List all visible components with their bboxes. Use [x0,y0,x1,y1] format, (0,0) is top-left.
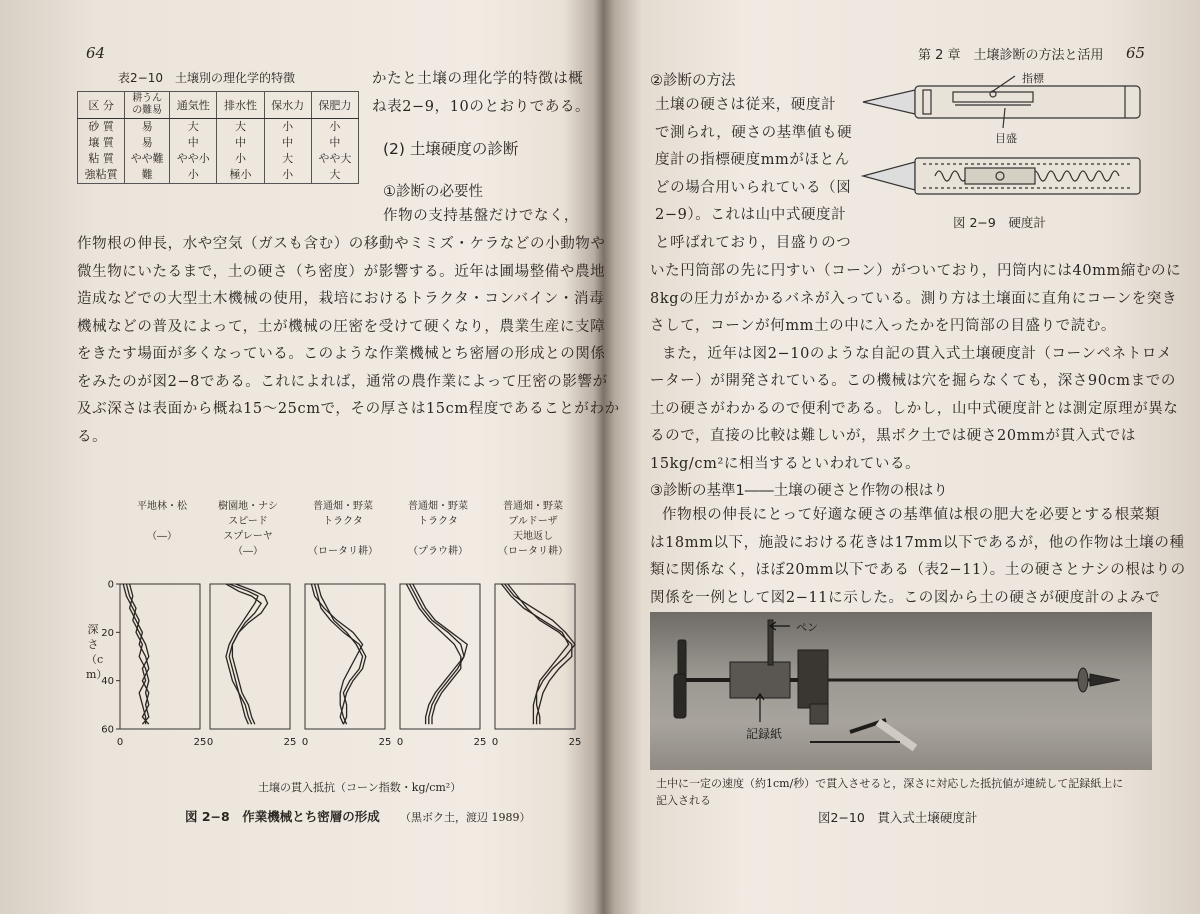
table-cell: 小 [170,167,217,184]
table-header-cell: 耕うんの難易 [125,92,170,119]
text-line: をきたす場面が多くなっている。このような作業機械とち密層の形成との関係 [77,346,606,362]
table-row [78,135,359,151]
text-line: る。 [77,428,108,445]
text-line: 土壌の硬さは従来，硬度計 [655,97,837,113]
table-header-cell: 通気性 [170,92,217,119]
table-cell: 大 [311,167,358,184]
paragraph-body [77,231,620,451]
text-line: 類に関係なく，ほぼ20mm以下である（表2−11）。土の硬さとナシの根はりの [650,562,1186,578]
table-cell: 大 [217,119,264,136]
x-tick-label: 25 [473,737,487,748]
note-line: 記入される [656,794,711,807]
figure-2-8-source: （黒ボク土，渡辺 1989） [400,811,531,824]
table-cell: 壌 質 [78,135,125,151]
label-pen: ペン [796,621,818,634]
text-line: 関係を一例として図2−11に示した。この図から土の硬さが硬度計のよみで [650,589,1161,606]
panel-label-line [398,529,478,544]
table-caption: 表2−10 土壌別の理化学的特徴 [118,71,295,85]
intro-text [372,66,590,121]
table-cell: 中 [170,135,217,151]
table-cell: 砂 質 [78,119,125,136]
right-page-number: 65 [1126,44,1146,62]
x-tick-label: 0 [206,737,214,748]
y-tick-label: 0 [107,579,114,591]
panel-label-line [303,529,383,544]
series-line [508,584,572,724]
panel-label-2 [213,499,283,559]
y-tick-label: 20 [101,627,114,639]
text-line: 8kgの圧力がかかるバネが入っている。測り方は土壌面に直角にコーンを突き [650,290,1178,307]
x-tick-label: 25 [193,737,207,748]
table-cell: やや大 [311,151,358,167]
subheading-need: ①診断の必要性 [383,184,483,200]
running-header: 第 2 章 土壌診断の方法と活用 [918,48,1104,63]
table-header-cell: 保肥力 [311,92,358,119]
y-tick-label: 40 [101,676,114,688]
panel-label-line: ブルドーザ [508,516,558,527]
text-line: と呼ばれており，目盛りのつ [655,234,852,251]
table-cell: 易 [125,135,170,151]
y-axis-label: 深さ（cm） [86,623,108,681]
penetration-chart [100,572,590,772]
figure-2-10-caption: 図2−10 貫入式土壌硬度計 [818,810,978,825]
series-line [501,584,568,724]
figure-2-10-note [656,775,1123,809]
text-line: るので，直接の比較は難しいが，黒ボク土では硬さ20mmが貫入式では [650,428,1136,444]
table-header-cell: 保水力 [264,92,311,119]
panel-label-line: 天地返し [513,531,553,542]
table-cell: 小 [264,119,311,136]
table-cell: 極小 [217,167,264,184]
x-tick-label: 0 [116,737,124,748]
method-short-text [655,92,852,257]
table-row [78,167,359,184]
panel-label-4 [398,499,478,559]
panel-label-line: トラクタ [323,516,363,527]
panel-frame [210,584,290,729]
text-line: は18mm以下，施設における花きは17mm以下であるが，他の作物は土壌の種 [650,534,1185,551]
figure-2-9-caption: 図 2−9 硬度計 [953,215,1046,230]
section-heading: (2) 土壌硬度の診断 [383,140,519,158]
paragraph-first-line: 作物の支持基盤だけでなく， [383,208,580,224]
text-line: 作物根の伸長，水や空気（ガスも含む）の移動やミミズ・ケラなどの小動物や [77,236,606,252]
text-line: かたと土壌の理化学的特徴は概 [372,71,584,87]
table-cell: 大 [170,119,217,136]
panel-label-line: 樹園地・ナシ [218,501,278,512]
subheading-method: ②診断の方法 [650,73,736,89]
table-cell: 大 [264,151,311,167]
panel-label-line: 普通畑・野菜 [313,501,373,512]
table-row [78,119,359,136]
note-line: 土中に一定の速度（約1cm/秒）で貫入させると，深さに対応した抵抗値が連続して記録紙上に [656,777,1124,790]
x-tick-label: 0 [491,737,499,748]
table-cell: 小 [311,119,358,136]
panel-label-line: 普通畑・野菜 [408,501,468,512]
text-line: 微生物にいたるまで，土の硬さ（ち密度）が影響する。近年は圃場整備や農地 [77,263,606,280]
x-tick-label: 0 [396,737,404,748]
series-line [311,584,362,724]
criteria-text [650,502,1186,612]
panel-label-5 [493,499,573,559]
panel-label-line: トラクタ [418,516,458,527]
text-line: ね表2−9，10のとおりである。 [372,98,591,115]
panel-frame [305,584,385,729]
panel-frame [400,584,480,729]
y-tick-label: 60 [101,724,114,736]
table-header-cell: 区 分 [78,92,125,119]
x-axis-label: 土壌の貫入抵抗（コーン指数・kg/cm²） [258,781,462,794]
text-line: をみたのが図2−8である。これによれば，通常の農作業によって圧密の影響が [77,373,608,390]
table-cell: 粘 質 [78,151,125,167]
panel-frame [495,584,575,729]
table-cell: 中 [264,135,311,151]
text-line: で測られ，硬さの基準値も硬 [655,124,853,141]
panel-label-line: （ロータリ耕） [308,546,378,557]
panel-label-line: スプレーヤ [223,531,273,542]
text-line: 度計の指標硬度mmがほとん [655,152,850,168]
table-cell: やや小 [170,151,217,167]
table-cell: 難 [125,167,170,184]
text-line: 土の硬さがわかるので便利である。しかし，山中式硬度計とは測定原理が異な [650,400,1179,417]
text-line: また，近年は図2−10のような自記の貫入式土壌硬度計（コーンペネトロメ [662,345,1173,362]
table-header-cell: 排水性 [217,92,264,119]
text-line: 機械などの普及によって，土が機械の圧密を受けて硬くなり，農業生産に支障 [77,318,606,335]
panel-label-line: 平地林・松 [137,501,187,512]
x-tick-label: 25 [283,737,297,748]
table-row [78,151,359,167]
figure-2-8-caption: 図 2−8 作業機械とち密層の形成 [185,809,380,824]
soil-property-table [77,91,359,184]
text-line: さして，コーンが何mm土の中に入ったかを円筒部の目盛りで読む。 [650,318,1117,334]
table-cell: 中 [311,135,358,151]
x-tick-label: 25 [378,737,392,748]
label-indicator: 指標 [1022,72,1044,85]
text-line: 15kg/cm²に相当するといわれている。 [650,455,921,472]
panel-label-line: スピード [228,516,268,527]
panel-label-line: （―） [147,531,177,542]
text-line: 2−9）。これは山中式硬度計 [655,207,847,223]
x-tick-label: 0 [301,737,309,748]
panel-label-line: （ロータリ耕） [498,546,568,557]
table-cell: やや難 [125,151,170,167]
panel-label-3 [303,499,383,559]
table-cell: 中 [217,135,264,151]
text-line: 造成などでの大型土木機械の使用，栽培におけるトラクタ・コンバイン・消毒 [77,291,605,307]
panel-label-1 [132,499,192,544]
penetrometer-illustration [650,612,1152,770]
table-cell: 強粘質 [78,167,125,184]
text-line: 作物根の伸長にとって好適な硬さの基準値は根の肥大を必要とする根菜類 [662,507,1161,523]
method-full-text [650,258,1181,478]
table-cell: 易 [125,119,170,136]
text-line: いた円筒部の先に円すい（コーン）がついており，円筒内には40mm縮むのに [650,263,1182,279]
panel-label-line [132,514,192,529]
text-line: どの場合用いられている（図 [655,179,852,196]
panel-label-line: （―） [233,546,263,557]
penetrometer-photo [650,612,1152,770]
panel-label-line: 普通畑・野菜 [503,501,563,512]
text-line: 及ぶ深さは表面から概ね15〜25cmで，その厚さは15cm程度であることがわか [77,401,620,417]
left-page-number: 64 [86,44,106,62]
table-cell: 小 [264,167,311,184]
label-recording-paper: 記録紙 [746,727,783,741]
subheading-criteria: ③診断の基準1――土壌の硬さと作物の根はり [650,483,948,499]
table-cell: 小 [217,151,264,167]
series-line [229,584,267,724]
label-scale: 目盛 [995,132,1017,145]
text-line: ーター）が開発されている。この機械は穴を掘らなくても，深さ90cmまでの [650,373,1176,389]
x-tick-label: 25 [568,737,582,748]
panel-label-line: （プラウ耕） [408,546,468,557]
